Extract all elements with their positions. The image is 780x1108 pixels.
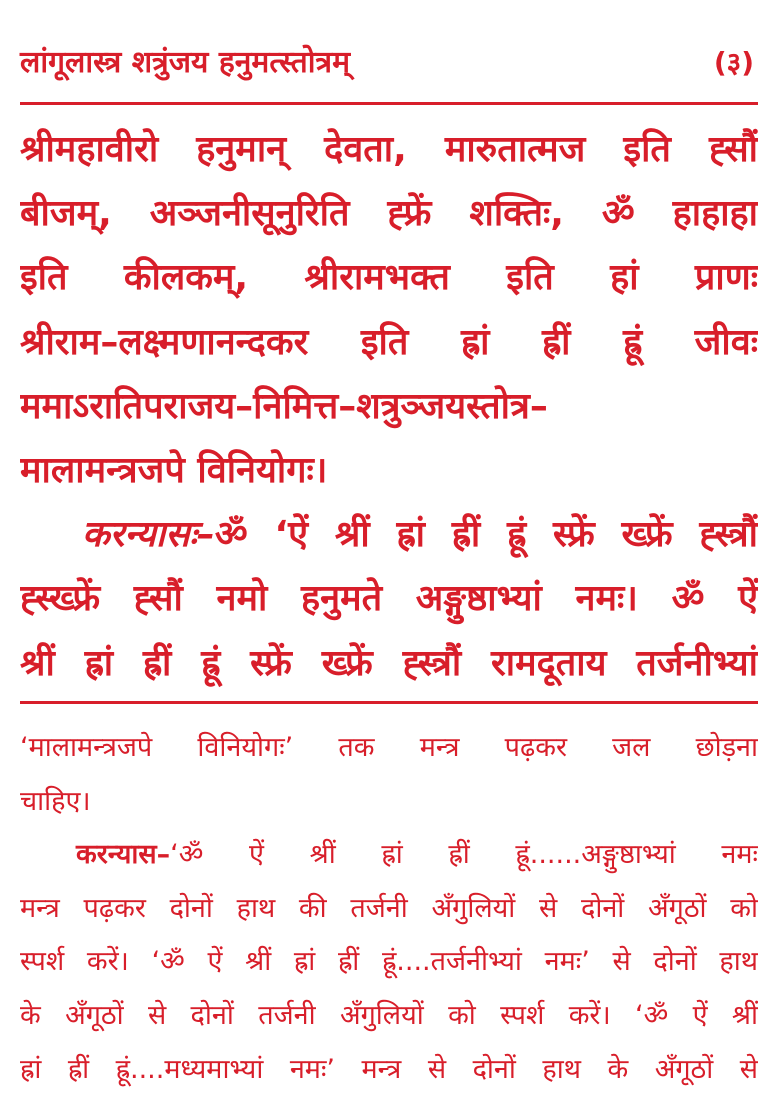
mantra-line: श्रीराम–लक्ष्मणानन्दकर इति ह्रां ह्रीं ह्रूं जीवः: [20, 321, 758, 363]
karanyasa-mantra-line: [20, 503, 758, 567]
header-divider: [20, 102, 758, 105]
page-number: (३): [713, 46, 754, 79]
mantra-line: श्रीमहावीरो हनुमान् देवता, मारुतात्मज इति ह्सौं: [20, 129, 758, 170]
commentary-line: मन्त्र पढ़कर दोनों हाथ की तर्जनी अँगुलियों से दोनों अँगूठों को: [20, 892, 758, 924]
mantra-line: ममाऽरातिपराजय–निमित्त–शत्रुञ्जयस्तोत्र–: [20, 385, 548, 427]
header-title: लांगूलास्त्र शत्रुंजय हनुमत्स्तोत्रम्: [20, 45, 351, 80]
mantra-line: बीजम्, अञ्जनीसूनुरिति ह्फ्रें शक्तिः, ॐ हाहाहा: [20, 193, 758, 235]
section-divider: [20, 701, 758, 704]
mantra-line: इति कीलकम्, श्रीरामभक्त इति हां प्राणः: [20, 257, 758, 299]
karanyasa-mantra-heading: करन्यासः–: [82, 514, 215, 556]
karanyasa-commentary-text: ‘ॐ ऐं श्रीं ह्रां ह्रीं ह्रूं......अङ्गुष्ठाभ्यां नमः: [170, 839, 758, 871]
mantra-block: [20, 118, 758, 696]
karanyasa-commentary-line: [20, 829, 758, 883]
commentary-line: चाहिए।: [20, 785, 91, 817]
running-header: [20, 38, 758, 88]
commentary-line: स्पर्श करें। ‘ॐ ऐं श्रीं ह्रां ह्रीं ह्रूं....तर्जनीभ्यां नमः’ से दोनों हाथ: [20, 946, 758, 978]
commentary-block: [20, 722, 758, 1097]
karanyasa-mantra-line: ह्स्ख्फ्रें ह्सौं नमो हनुमते अङ्गुष्ठाभ्यां नमः। ॐ ऐं: [20, 578, 758, 620]
commentary-line: के अँगूठों से दोनों तर्जनी अँगुलियों को स्पर्श करें। ‘ॐ ऐं श्रीं: [20, 999, 758, 1031]
karanyasa-mantra-line: श्रीं ह्रां ह्रीं ह्रूं स्फ्रें ख्फ्रें ह्स्त्रौं रामदूताय तर्जनीभ्यां: [20, 642, 758, 684]
commentary-line: ह्रां ह्रीं ह्रूं....मध्यमाभ्यां नमः’ मन्त्र से दोनों हाथ के अँगूठों से: [20, 1053, 758, 1085]
karanyasa-mantra-text: ॐ ‘ऐं श्रीं ह्रां ह्रीं ह्रूं स्फ्रें ख्फ्रें ह्स्त्रौं: [214, 514, 758, 556]
karanyasa-commentary-heading: करन्यास–: [76, 839, 171, 871]
mantra-line: मालामन्त्रजपे विनियोगः।: [20, 449, 328, 491]
commentary-line: ‘मालामन्त्रजपे विनियोगः’ तक मन्त्र पढ़कर जल छोड़ना: [20, 732, 758, 763]
